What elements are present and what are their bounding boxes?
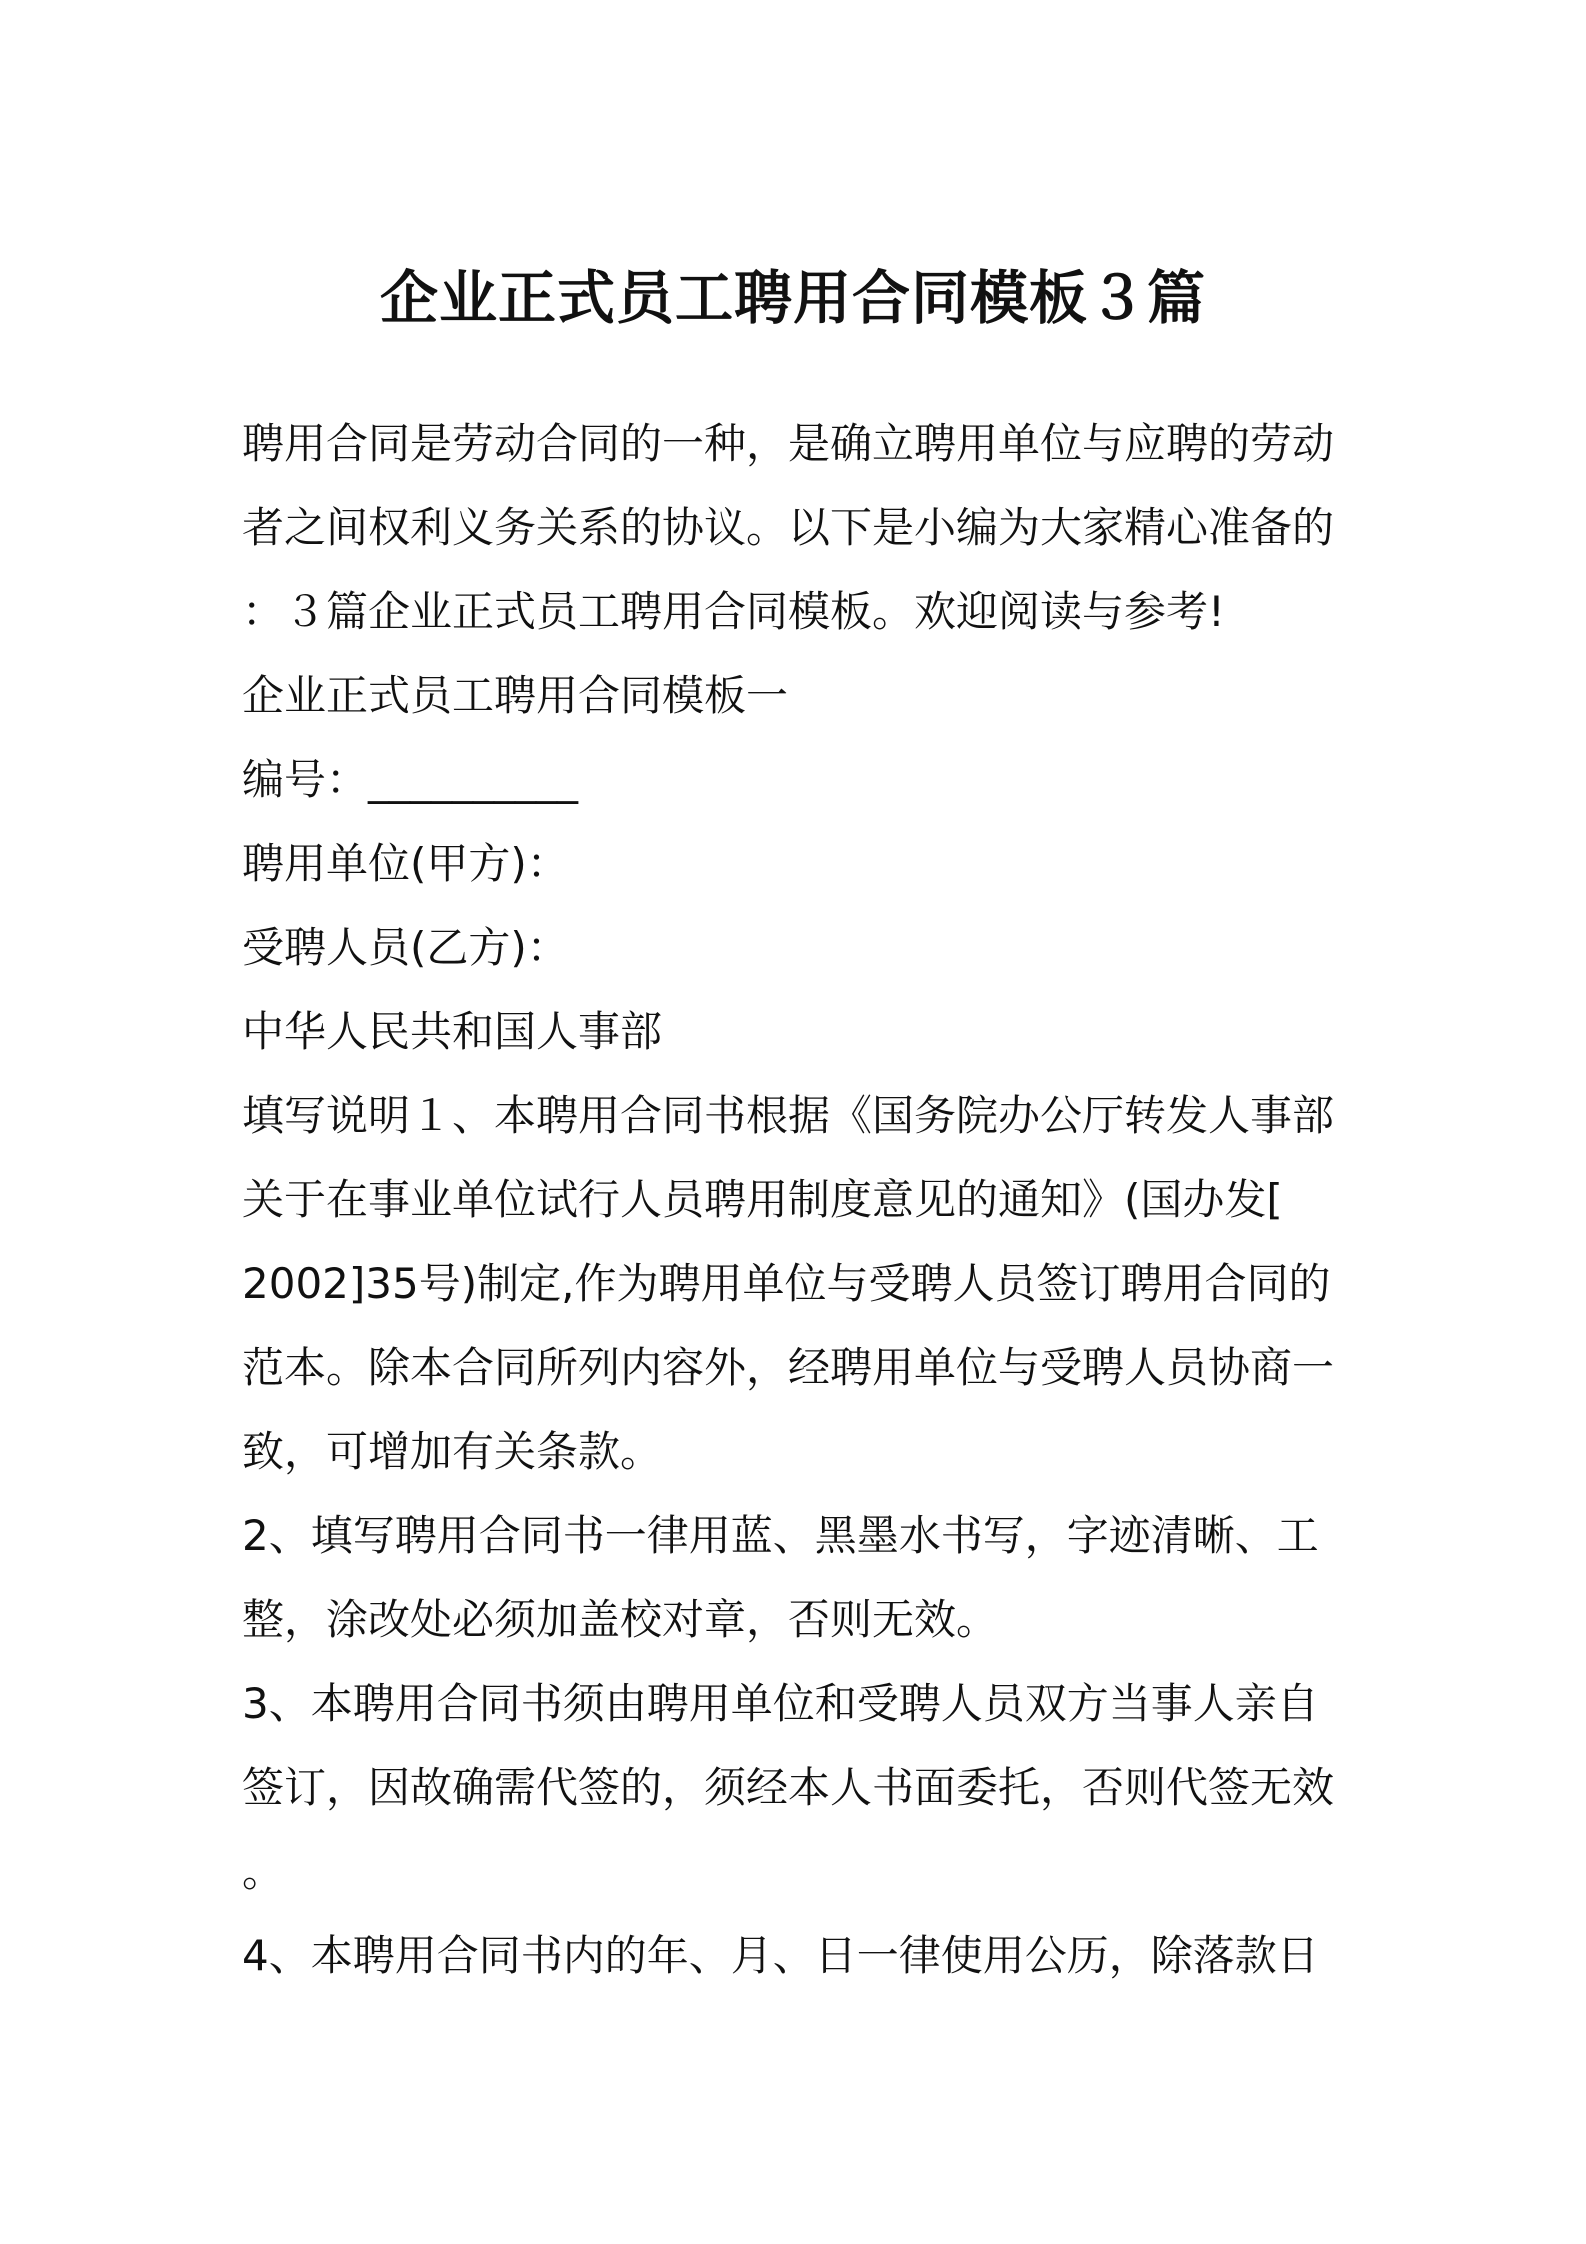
document-title: 企业正式员工聘用合同模板３篇 bbox=[379, 264, 1206, 332]
section-heading: 企业正式员工聘用合同模板一 bbox=[242, 671, 789, 720]
body-line: 致，可增加有关条款。 bbox=[242, 1427, 663, 1476]
serial-number-field: 编号：__________ bbox=[242, 755, 579, 804]
body-line: 签订，因故确需代签的，须经本人书面委托，否则代签无效 bbox=[242, 1763, 1335, 1812]
body-line: 者之间权利义务关系的协议。以下是小编为大家精心准备的 bbox=[242, 503, 1335, 552]
body-line: 聘用合同是劳动合同的一种，是确立聘用单位与应聘的劳动 bbox=[242, 419, 1335, 468]
body-line: 填写说明１、本聘用合同书根据《国务院办公厅转发人事部 bbox=[242, 1091, 1335, 1140]
issuer-line: 中华人民共和国人事部 bbox=[242, 1007, 663, 1056]
body-line: ：３篇企业正式员工聘用合同模板。欢迎阅读与参考! bbox=[242, 587, 1225, 636]
body-line: 4、本聘用合同书内的年、月、日一律使用公历，除落款日 bbox=[242, 1931, 1319, 1980]
document-body bbox=[242, 402, 1352, 1998]
body-line: 3、本聘用合同书须由聘用单位和受聘人员双方当事人亲自 bbox=[242, 1679, 1319, 1728]
employer-field: 聘用单位(甲方)： bbox=[242, 839, 569, 888]
body-line: 2002]35号)制定,作为聘用单位与受聘人员签订聘用合同的 bbox=[242, 1259, 1331, 1308]
body-line: 2、填写聘用合同书一律用蓝、黑墨水书写，字迹清晰、工 bbox=[242, 1511, 1319, 1560]
body-line: 整，涂改处必须加盖校对章，否则无效。 bbox=[242, 1595, 999, 1644]
body-line: 。 bbox=[242, 1847, 285, 1896]
employee-field: 受聘人员(乙方)： bbox=[242, 923, 569, 972]
body-line: 关于在事业单位试行人员聘用制度意见的通知》(国办发[ bbox=[242, 1175, 1283, 1224]
body-line: 范本。除本合同所列内容外，经聘用单位与受聘人员协商一 bbox=[242, 1343, 1335, 1392]
